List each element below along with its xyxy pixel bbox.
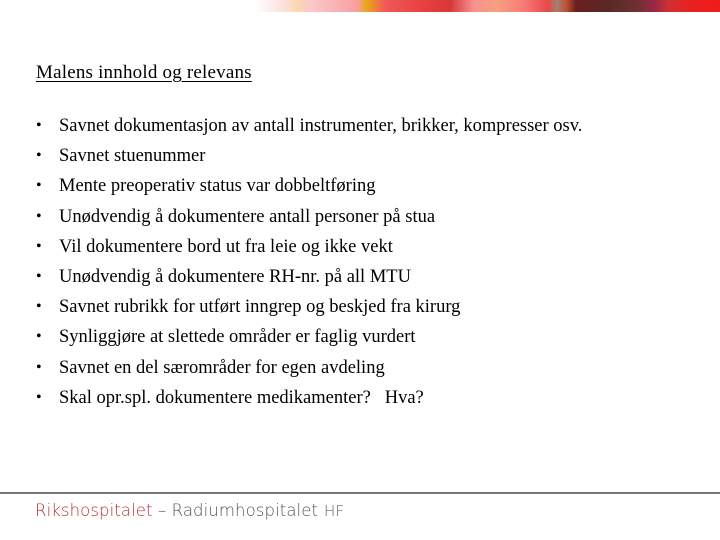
bullet-text: Skal opr.spl. dokumentere medikamenter? Hva? (59, 387, 424, 408)
logo-separator: – (152, 501, 172, 520)
slide-title: Malens innhold og relevans (36, 62, 252, 83)
bullet-icon: • (36, 267, 42, 285)
bullet-item (36, 143, 582, 173)
top-decorative-banner (255, 0, 720, 12)
bullet-icon: • (36, 177, 42, 195)
bullet-icon: • (36, 358, 42, 376)
bullet-icon: • (36, 237, 42, 255)
bullet-item (36, 294, 582, 324)
bullet-text: Unødvendig å dokumentere RH-nr. på all MTU (59, 266, 411, 287)
bullet-item (36, 264, 582, 294)
bullet-item (36, 385, 582, 415)
bullet-text: Savnet dokumentasjon av antall instrumenter, brikker, kompresser osv. (59, 116, 583, 136)
bullet-item (36, 113, 582, 143)
bullet-icon: • (36, 207, 42, 225)
bullet-icon: • (36, 147, 42, 165)
bullet-text: Vil dokumentere bord ut fra leie og ikke vekt (59, 236, 393, 257)
bullet-text: Mente preoperativ status var dobbeltføring (59, 176, 376, 197)
logo-rikshospitalet: Rikshospitalet (35, 501, 153, 520)
bullet-item (36, 324, 582, 354)
bullet-icon: • (36, 298, 42, 316)
logo-radiumhospitalet: Radiumhospitalet (171, 501, 319, 520)
bullet-item (36, 234, 582, 264)
bullet-list (36, 113, 582, 415)
footer-divider (0, 492, 720, 494)
bullet-text: Synliggjøre at slettede områder er faglig vurdert (59, 327, 416, 348)
bullet-icon: • (36, 117, 42, 134)
bullet-text: Unødvendig å dokumentere antall personer på stua (59, 206, 436, 227)
bullet-icon: • (36, 388, 42, 406)
bullet-icon: • (36, 328, 42, 346)
bullet-text: Savnet en del særområder for egen avdeling (59, 357, 385, 378)
footer-logo (35, 501, 344, 520)
bullet-text: Savnet stuenummer (59, 146, 206, 167)
bullet-text: Savnet rubrikk for utført inngrep og beskjed fra kirurg (59, 297, 461, 318)
logo-hf: HF (324, 502, 345, 520)
bullet-item (36, 204, 582, 234)
bullet-item (36, 355, 582, 385)
bullet-item (36, 173, 582, 203)
